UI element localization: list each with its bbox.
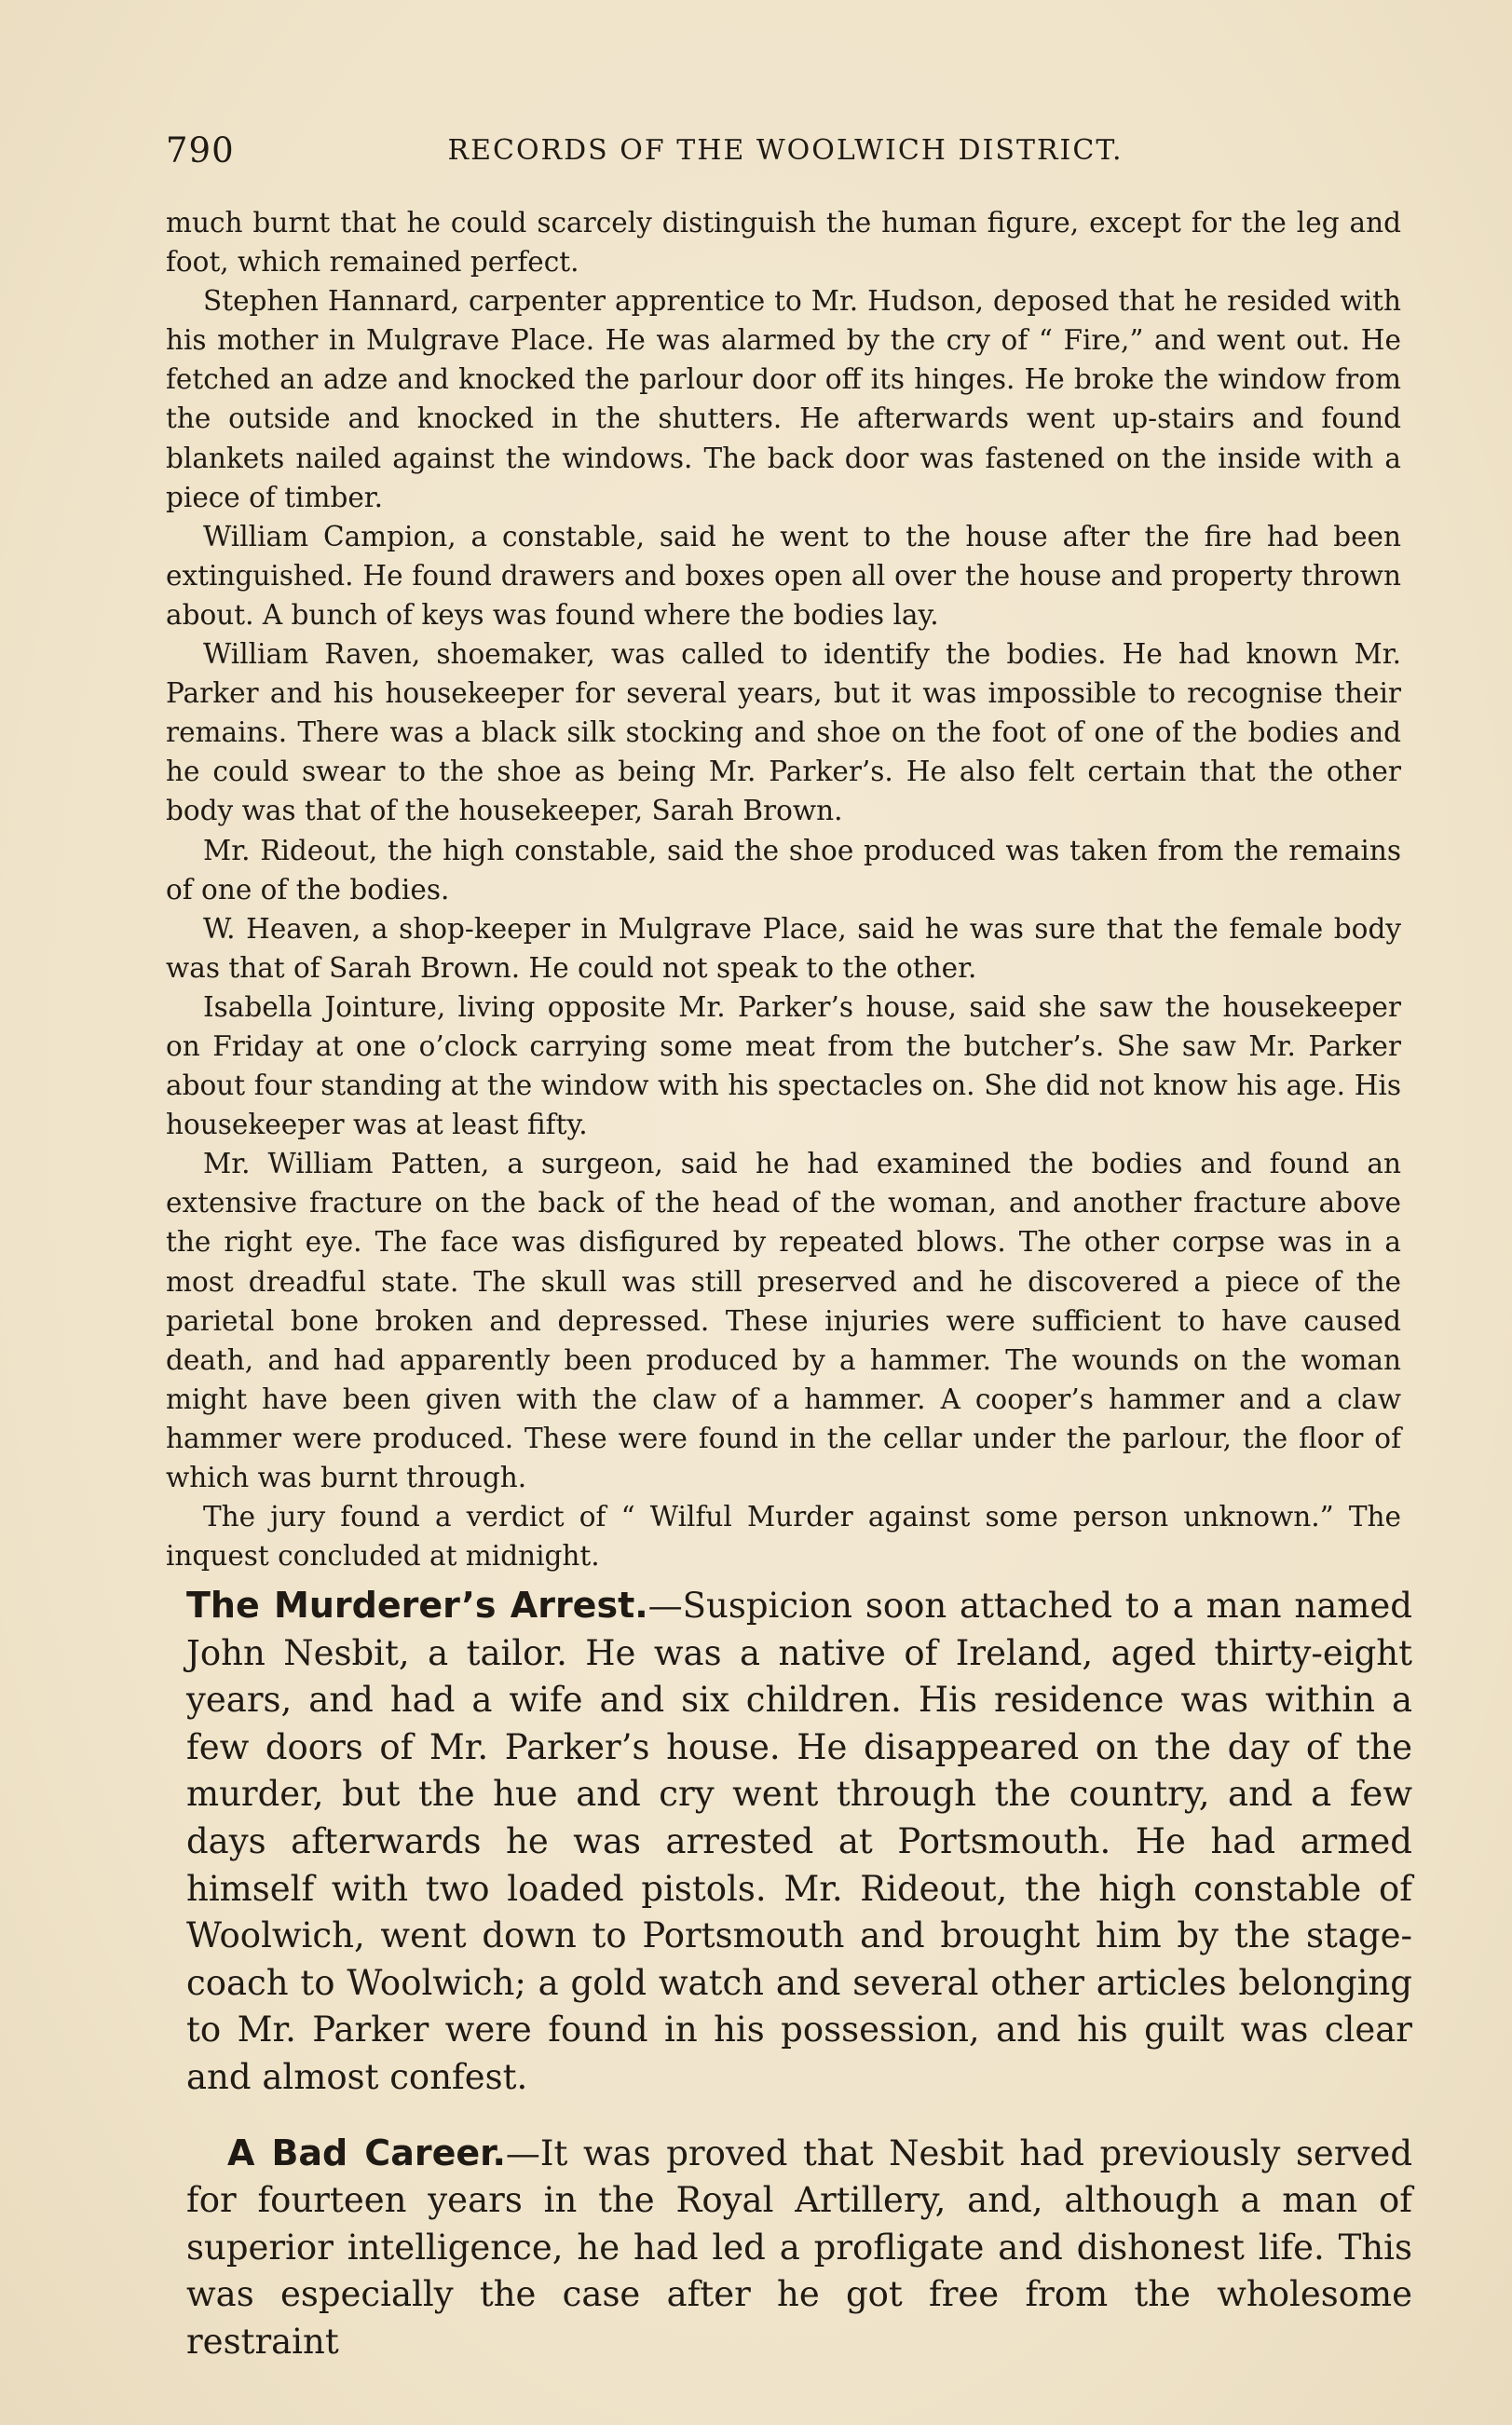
paragraph: much burnt that he could scarcely distinguish the human figure, except for the leg and foot, which remained perfect.	[166, 207, 1401, 279]
inquest-testimony	[166, 203, 1401, 1575]
section-text: —Suspicion soon attached to a man named John Nesbit, a tailor. He was a native of Ireland, aged thirty-eight years, and had a wife and six children. His residence was within a few doors of Mr. Parker’s house. He disappeared on the day of the murder, but the hue and cry went through the country, and a few days afterwards he was arrested at Portsmouth. He had armed himself with two loaded pistols. Mr. Rideout, the high constable of Woolwich, went down to Portsmouth and brought him by the stage-coach to Woolwich; a gold watch and several other articles belonging to Mr. Parker were found in his possession, and his guilt was clear and almost confest.	[186, 1586, 1412, 2097]
section-text: —It was proved that Nesbit had previously served for fourteen years in the Royal Artillery, and, although a man of superior intelligence, he had led a profligate and dishonest life. This was especially the case after he got free from the wholesome restraint	[186, 2132, 1413, 2362]
paragraph: Mr. Rideout, the high constable, said the shoe produced was taken from the remains of one of the bodies.	[166, 834, 1401, 906]
section-murderers-arrest	[186, 1582, 1412, 2102]
paragraph: Stephen Hannard, carpenter apprentice to Mr. Hudson, deposed that he resided with his mother in Mulgrave Place. He was alarmed by the cry of “ Fire,” and went out. He fetched an adze and knocked the parlour door off its hinges. He broke the window from the outside and knocked in the shutters. He afterwards went up-stairs and found blankets nailed against the windows. The back door was fastened on the inside with a piece of timber.	[166, 285, 1401, 513]
paragraph: Isabella Jointure, living opposite Mr. Parker’s house, said she saw the housekeeper on Friday at one o’clock carrying some meat from the butcher’s. She saw Mr. Parker about four standing at the window with his spectacles on. She did not know his age. His housekeeper was at least fifty.	[166, 990, 1401, 1141]
paragraph: William Campion, a constable, said he went to the house after the fire had been extinguished. He found drawers and boxes open all over the house and property thrown about. A bunch of keys was found where the bodies lay.	[166, 520, 1401, 631]
paragraph: W. Heaven, a shop-keeper in Mulgrave Place, said he was sure that the female body was that of Sarah Brown. He could not speak to the other.	[166, 912, 1401, 984]
main-narrative	[186, 1582, 1412, 2394]
section-heading: A Bad Career.	[227, 2132, 506, 2173]
page-number: 790	[166, 130, 235, 170]
section-bad-career	[186, 2130, 1412, 2366]
paragraph: William Raven, shoemaker, was called to identify the bodies. He had known Mr. Parker and his housekeeper for several years, but it was impossible to recognise their remains. There was a black silk stocking and shoe on the foot of one of the bodies and he could swear to the shoe as being Mr. Parker’s. He also felt certain that the other body was that of the housekeeper, Sarah Brown.	[166, 638, 1401, 827]
section-heading: The Murderer’s Arrest.	[186, 1585, 648, 1626]
running-head: RECORDS OF THE WOOLWICH DISTRICT.	[447, 134, 1124, 167]
paragraph: The jury found a verdict of “ Wilful Murder against some person unknown.” The inquest concluded at midnight.	[166, 1501, 1401, 1573]
page-header	[166, 130, 1405, 177]
paragraph: Mr. William Patten, a surgeon, said he had examined the bodies and found an extensive fracture on the back of the head of the woman, and another fracture above the right eye. The face was disfigured by repeated blows. The other corpse was in a most dreadful state. The skull was still preserved and he discovered a piece of the parietal bone broken and depressed. These injuries were sufficient to have caused death, and had apparently been produced by a hammer. The wounds on the woman might have been given with the claw of a hammer. A cooper’s hammer and a claw hammer were produced. These were found in the cellar under the parlour, the floor of which was burnt through.	[166, 1148, 1401, 1493]
